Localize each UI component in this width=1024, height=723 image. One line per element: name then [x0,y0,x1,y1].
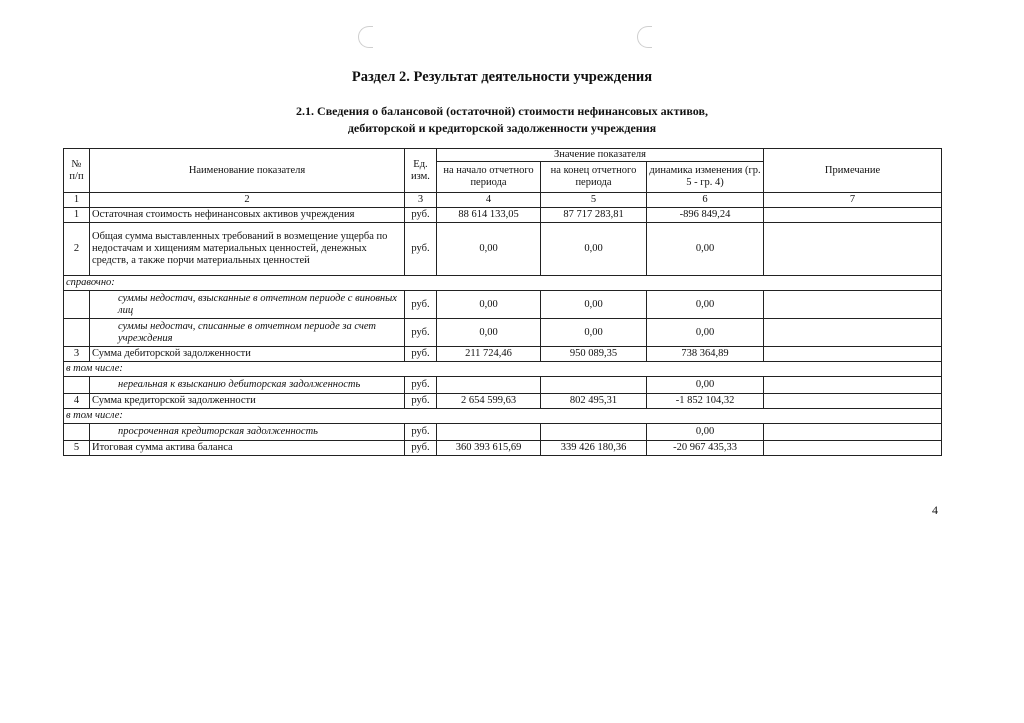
header-unit: Ед. изм. [405,149,437,193]
row-end-value [541,377,647,394]
row-change-value: 0,00 [647,291,764,319]
row-start-value: 88 614 133,05 [437,208,541,223]
row-note [764,424,942,441]
table-section-row [64,409,942,424]
punch-hole-left [358,26,373,48]
row-name: Итоговая сумма актива баланса [90,441,405,456]
row-note [764,441,942,456]
row-start-value: 0,00 [437,223,541,276]
row-name: Сумма дебиторской задолженности [90,347,405,362]
row-change-value: 0,00 [647,424,764,441]
row-num: 1 [64,208,90,223]
row-note [764,291,942,319]
table-section-row [64,276,942,291]
row-num [64,424,90,441]
row-num [64,291,90,319]
row-start-value: 360 393 615,69 [437,441,541,456]
header-num: № п/п [64,149,90,193]
row-note [764,377,942,394]
row-unit: руб. [405,424,437,441]
row-unit: руб. [405,394,437,409]
section-label: в том числе: [64,362,942,377]
row-name: суммы недостач, взысканные в отчетном периоде с виновных лиц [90,291,405,319]
row-unit: руб. [405,377,437,394]
row-end-value: 0,00 [541,223,647,276]
table-header [64,149,942,208]
table-row [64,347,942,362]
row-end-value: 950 089,35 [541,347,647,362]
column-number: 5 [541,193,647,208]
row-unit: руб. [405,347,437,362]
table-row [64,394,942,409]
balance-table [63,148,942,456]
row-start-value: 0,00 [437,319,541,347]
punch-hole-right [637,26,652,48]
row-note [764,394,942,409]
table-row [64,441,942,456]
column-number: 4 [437,193,541,208]
table-row [64,223,942,276]
row-start-value [437,424,541,441]
row-name: нереальная к взысканию дебиторская задолженность [90,377,405,394]
row-unit: руб. [405,223,437,276]
subsection-title-line: 2.1. Сведения о балансовой (остаточной) стоимости нефинансовых активов, [296,104,708,118]
row-note [764,347,942,362]
column-number: 2 [90,193,405,208]
column-number-row [64,193,942,208]
column-number: 7 [764,193,942,208]
row-name: суммы недостач, списанные в отчетном периоде за счет учреждения [90,319,405,347]
row-num: 2 [64,223,90,276]
row-name: Сумма кредиторской задолженности [90,394,405,409]
row-end-value: 87 717 283,81 [541,208,647,223]
row-note [764,319,942,347]
table-body [64,208,942,456]
row-num: 5 [64,441,90,456]
row-unit: руб. [405,441,437,456]
row-unit: руб. [405,319,437,347]
row-end-value: 0,00 [541,319,647,347]
table-row [64,291,942,319]
section-label: в том числе: [64,409,942,424]
row-unit: руб. [405,208,437,223]
row-note [764,223,942,276]
row-change-value: 0,00 [647,223,764,276]
header-name: Наименование показателя [90,149,405,193]
page-number: 4 [932,503,938,517]
column-number: 1 [64,193,90,208]
row-name: Остаточная стоимость нефинансовых активов учреждения [90,208,405,223]
row-change-value: -896 849,24 [647,208,764,223]
row-num [64,377,90,394]
subsection-title-line: дебиторской и кредиторской задолженности учреждения [347,121,657,135]
row-end-value: 339 426 180,36 [541,441,647,456]
section-label: справочно: [64,276,942,291]
table-row [64,377,942,394]
table-row [64,424,942,441]
row-change-value: 0,00 [647,319,764,347]
row-change-value: 738 364,89 [647,347,764,362]
row-unit: руб. [405,291,437,319]
row-note [764,208,942,223]
row-num: 4 [64,394,90,409]
table-section-row [64,362,942,377]
header-value-group: Значение показателя [437,149,764,162]
row-name: Общая сумма выставленных требований в возмещение ущерба по недостачам и хищениям материальных ценностей, денежных средств, а также порчи материальных ценностей [90,223,405,276]
header-change: динамика изменения (гр. 5 - гр. 4) [647,162,764,193]
column-number: 6 [647,193,764,208]
row-num [64,319,90,347]
row-end-value: 0,00 [541,291,647,319]
column-number: 3 [405,193,437,208]
section-title: Раздел 2. Результат деятельности учреждения [351,69,653,85]
header-end: на конец отчетного периода [541,162,647,193]
subsection-title [0,103,1004,137]
row-end-value [541,424,647,441]
table-row [64,319,942,347]
row-change-value: -20 967 435,33 [647,441,764,456]
header-start: на начало отчетного периода [437,162,541,193]
row-num: 3 [64,347,90,362]
header-note: Примечание [764,149,942,193]
row-name: просроченная кредиторская задолженность [90,424,405,441]
row-change-value: 0,00 [647,377,764,394]
row-start-value: 2 654 599,63 [437,394,541,409]
table-row [64,208,942,223]
row-start-value: 211 724,46 [437,347,541,362]
row-change-value: -1 852 104,32 [647,394,764,409]
row-start-value [437,377,541,394]
row-end-value: 802 495,31 [541,394,647,409]
row-start-value: 0,00 [437,291,541,319]
